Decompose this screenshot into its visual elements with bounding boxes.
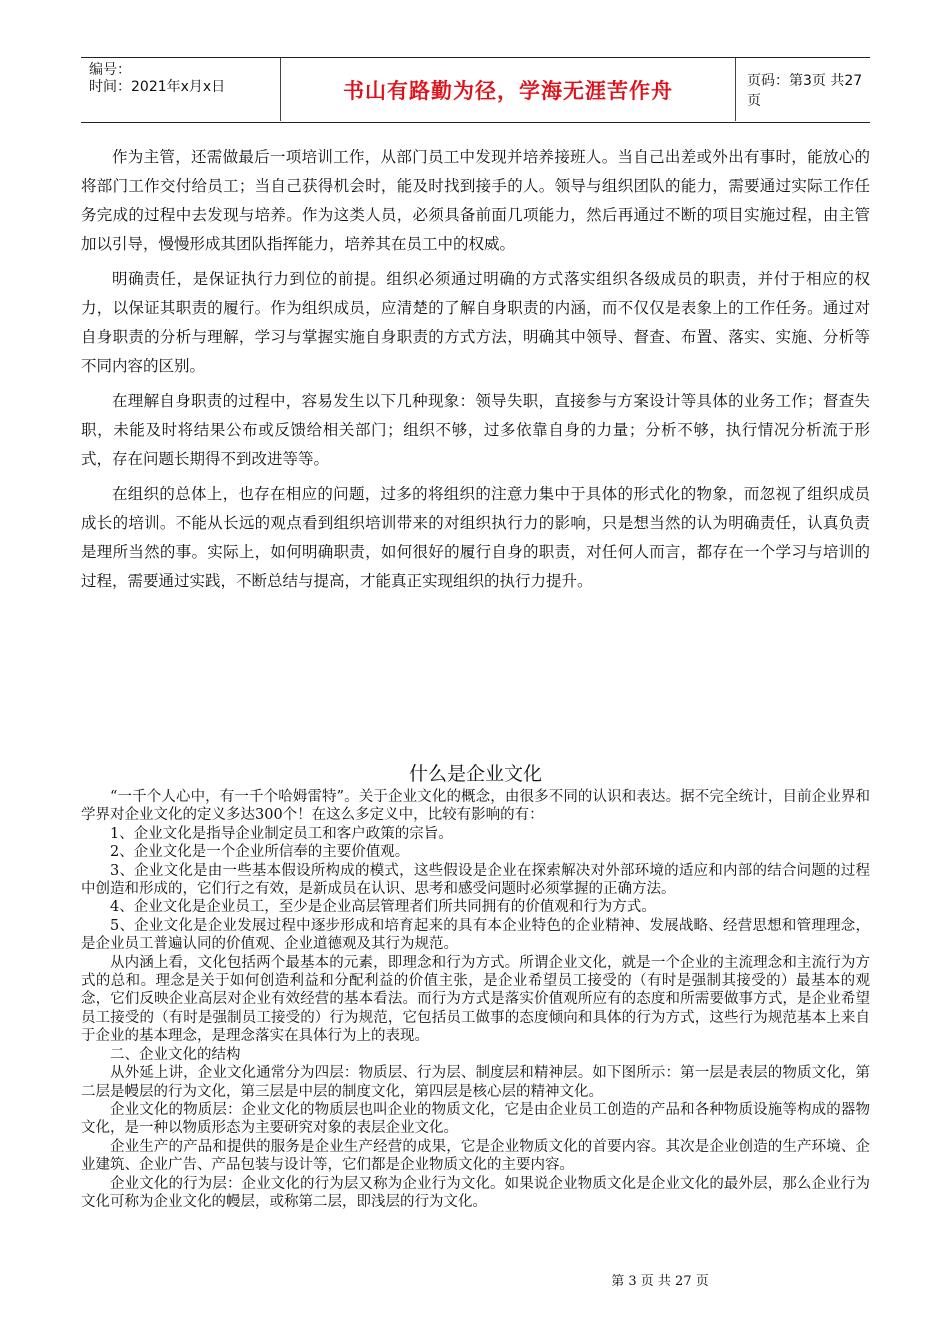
paragraph: 企业文化的行为层：企业文化的行为层又称为企业行为文化。如果说企业物质文化是企业文化的最外层，那么企业行为文化可称为企业文化的幔层，或称第二层，即浅层的行为文化。 <box>81 1175 870 1210</box>
section-title: 什么是企业文化 <box>408 763 542 785</box>
paragraph: “一千个人心中，有一千个哈姆雷特”。关于企业文化的概念，由很多不同的认识和表达。据不完全统计，目前企业界和学界对企业文化的定义多达300个！在这么多定义中，比较有影响的有： <box>81 789 870 824</box>
header-page-code: 页码：第3页 共27页 <box>747 72 863 109</box>
list-item: 4、企业文化是企业员工，至少是企业高层管理者们所共同拥有的价值观和行为方式。 <box>110 899 656 916</box>
paragraph: 在组织的总体上，也存在相应的问题，过多的将组织的注意力集中于具体的形式化的物象，而忽视了组织成员成长的培训。不能从长远的观点看到组织培训带来的对组织执行力的影响，只是想当然的认为明确责任，认真负责是理所当然的事。实际上，如何明确职责，如何很好的履行自身的职责，对任何人而言，都存在一个学习与培训的过程，需要通过实践，不断总结与提高，才能真正实现组织的执行力提升。 <box>81 485 870 590</box>
paragraph: 从内涵上看，文化包括两个最基本的元素，即理念和行为方式。所谓企业文化，就是一个企业的主流理念和主流行为方式的总和。理念是关于如何创造利益和分配利益的价值主张，是企业希望员工接受的（有时是强制其接受的）最基本的观念，它们反映企业高层对企业有效经营的基本看法。而行为方式是落实价值观所应有的态度和所需要做事方式，是企业希望员工接受的（有时是强制员工接受的）行为规范，它包括员工做事的态度倾向和具体的行为方式，这些行为规范基本上来自于企业的基本理念，是理念落实在具体行为上的表现。 <box>81 954 870 1045</box>
body-section-corporate-culture <box>81 788 870 1211</box>
document-number-label: 编号： <box>89 62 131 78</box>
page-footer: 第 3 页 共 27 页 <box>611 1274 709 1289</box>
header-motto: 书山有路勤为径，学海无涯苦作舟 <box>281 58 736 121</box>
paragraph: 企业生产的产品和提供的服务是企业生产经营的成果，它是企业物质文化的首要内容。其次是企业创造的生产环境、企业建筑、企业广告、产品包装与设计等，它们都是企业物质文化的主要内容。 <box>81 1138 870 1174</box>
document-time: 时间：2021年x月x日 <box>89 79 226 95</box>
body-section-execution <box>81 143 870 602</box>
paragraph: 明确责任，是保证执行力到位的前提。组织必须通过明确的方式落实组织各级成员的职责，并付于相应的权力，以保证其职责的履行。作为组织成员，应清楚的了解自身职责的内涵，而不仅仅是表象上的工作任务。通过对自身职责的分析与理解，学习与掌握实施自身职责的方式方法，明确其中领导、督查、布置、落实、实施、分析等不同内容的区别。 <box>81 270 870 375</box>
page-header <box>81 57 870 123</box>
list-item: 1、企业文化是指导企业制定员工和客户政策的宗旨。 <box>110 825 453 842</box>
list-item: 2、企业文化是一个企业所信奉的主要价值观。 <box>110 844 410 861</box>
list-item: 5、企业文化是企业发展过程中逐步形成和培育起来的具有本企业特色的企业精神、发展战略、经营思想和管理理念，是企业员工普遍认同的价值观、企业道德观及其行为规范。 <box>81 917 870 953</box>
paragraph: 从外延上讲，企业文化通常分为四层：物质层、行为层、制度层和精神层。如下图所示：第一层是表层的物质文化，第二层是幔层的行为文化，第三层是中层的制度文化，第四层是核心层的精神文化。 <box>81 1065 870 1100</box>
paragraph: 在理解自身职责的过程中，容易发生以下几种现象：领导失职，直接参与方案设计等具体的业务工作；督查失职，未能及时将结果公布或反馈给相关部门；组织不够，过多依靠自身的力量；分析不够，执行情况分析流于形式，存在问题长期得不到改进等等。 <box>81 392 870 468</box>
subheading: 二、企业文化的结构 <box>110 1046 241 1063</box>
list-item: 3、企业文化是由一些基本假设所构成的模式，这些假设是企业在探索解决对外部环境的适应和内部的结合问题的过程中创造和形成的，它们行之有效，是新成员在认识、思考和感受问题时必须掌握的正确方法。 <box>81 862 870 898</box>
paragraph: 企业文化的物质层：企业文化的物质层也叫企业的物质文化，它是由企业员工创造的产品和各种物质设施等构成的器物文化，是一种以物质形态为主要研究对象的表层企业文化。 <box>81 1101 870 1137</box>
paragraph: 作为主管，还需做最后一项培训工作，从部门员工中发现并培养接班人。当自己出差或外出有事时，能放心的将部门工作交付给员工；当自己获得机会时，能及时找到接手的人。领导与组织团队的能力，需要通过实际工作任务完成的过程中去发现与培养。作为这类人员，必须具备前面几项能力，然后再通过不断的项目实施过程，由主管加以引导，慢慢形成其团队指挥能力，培养其在员工中的权威。 <box>81 148 870 253</box>
header-meta <box>81 58 281 121</box>
